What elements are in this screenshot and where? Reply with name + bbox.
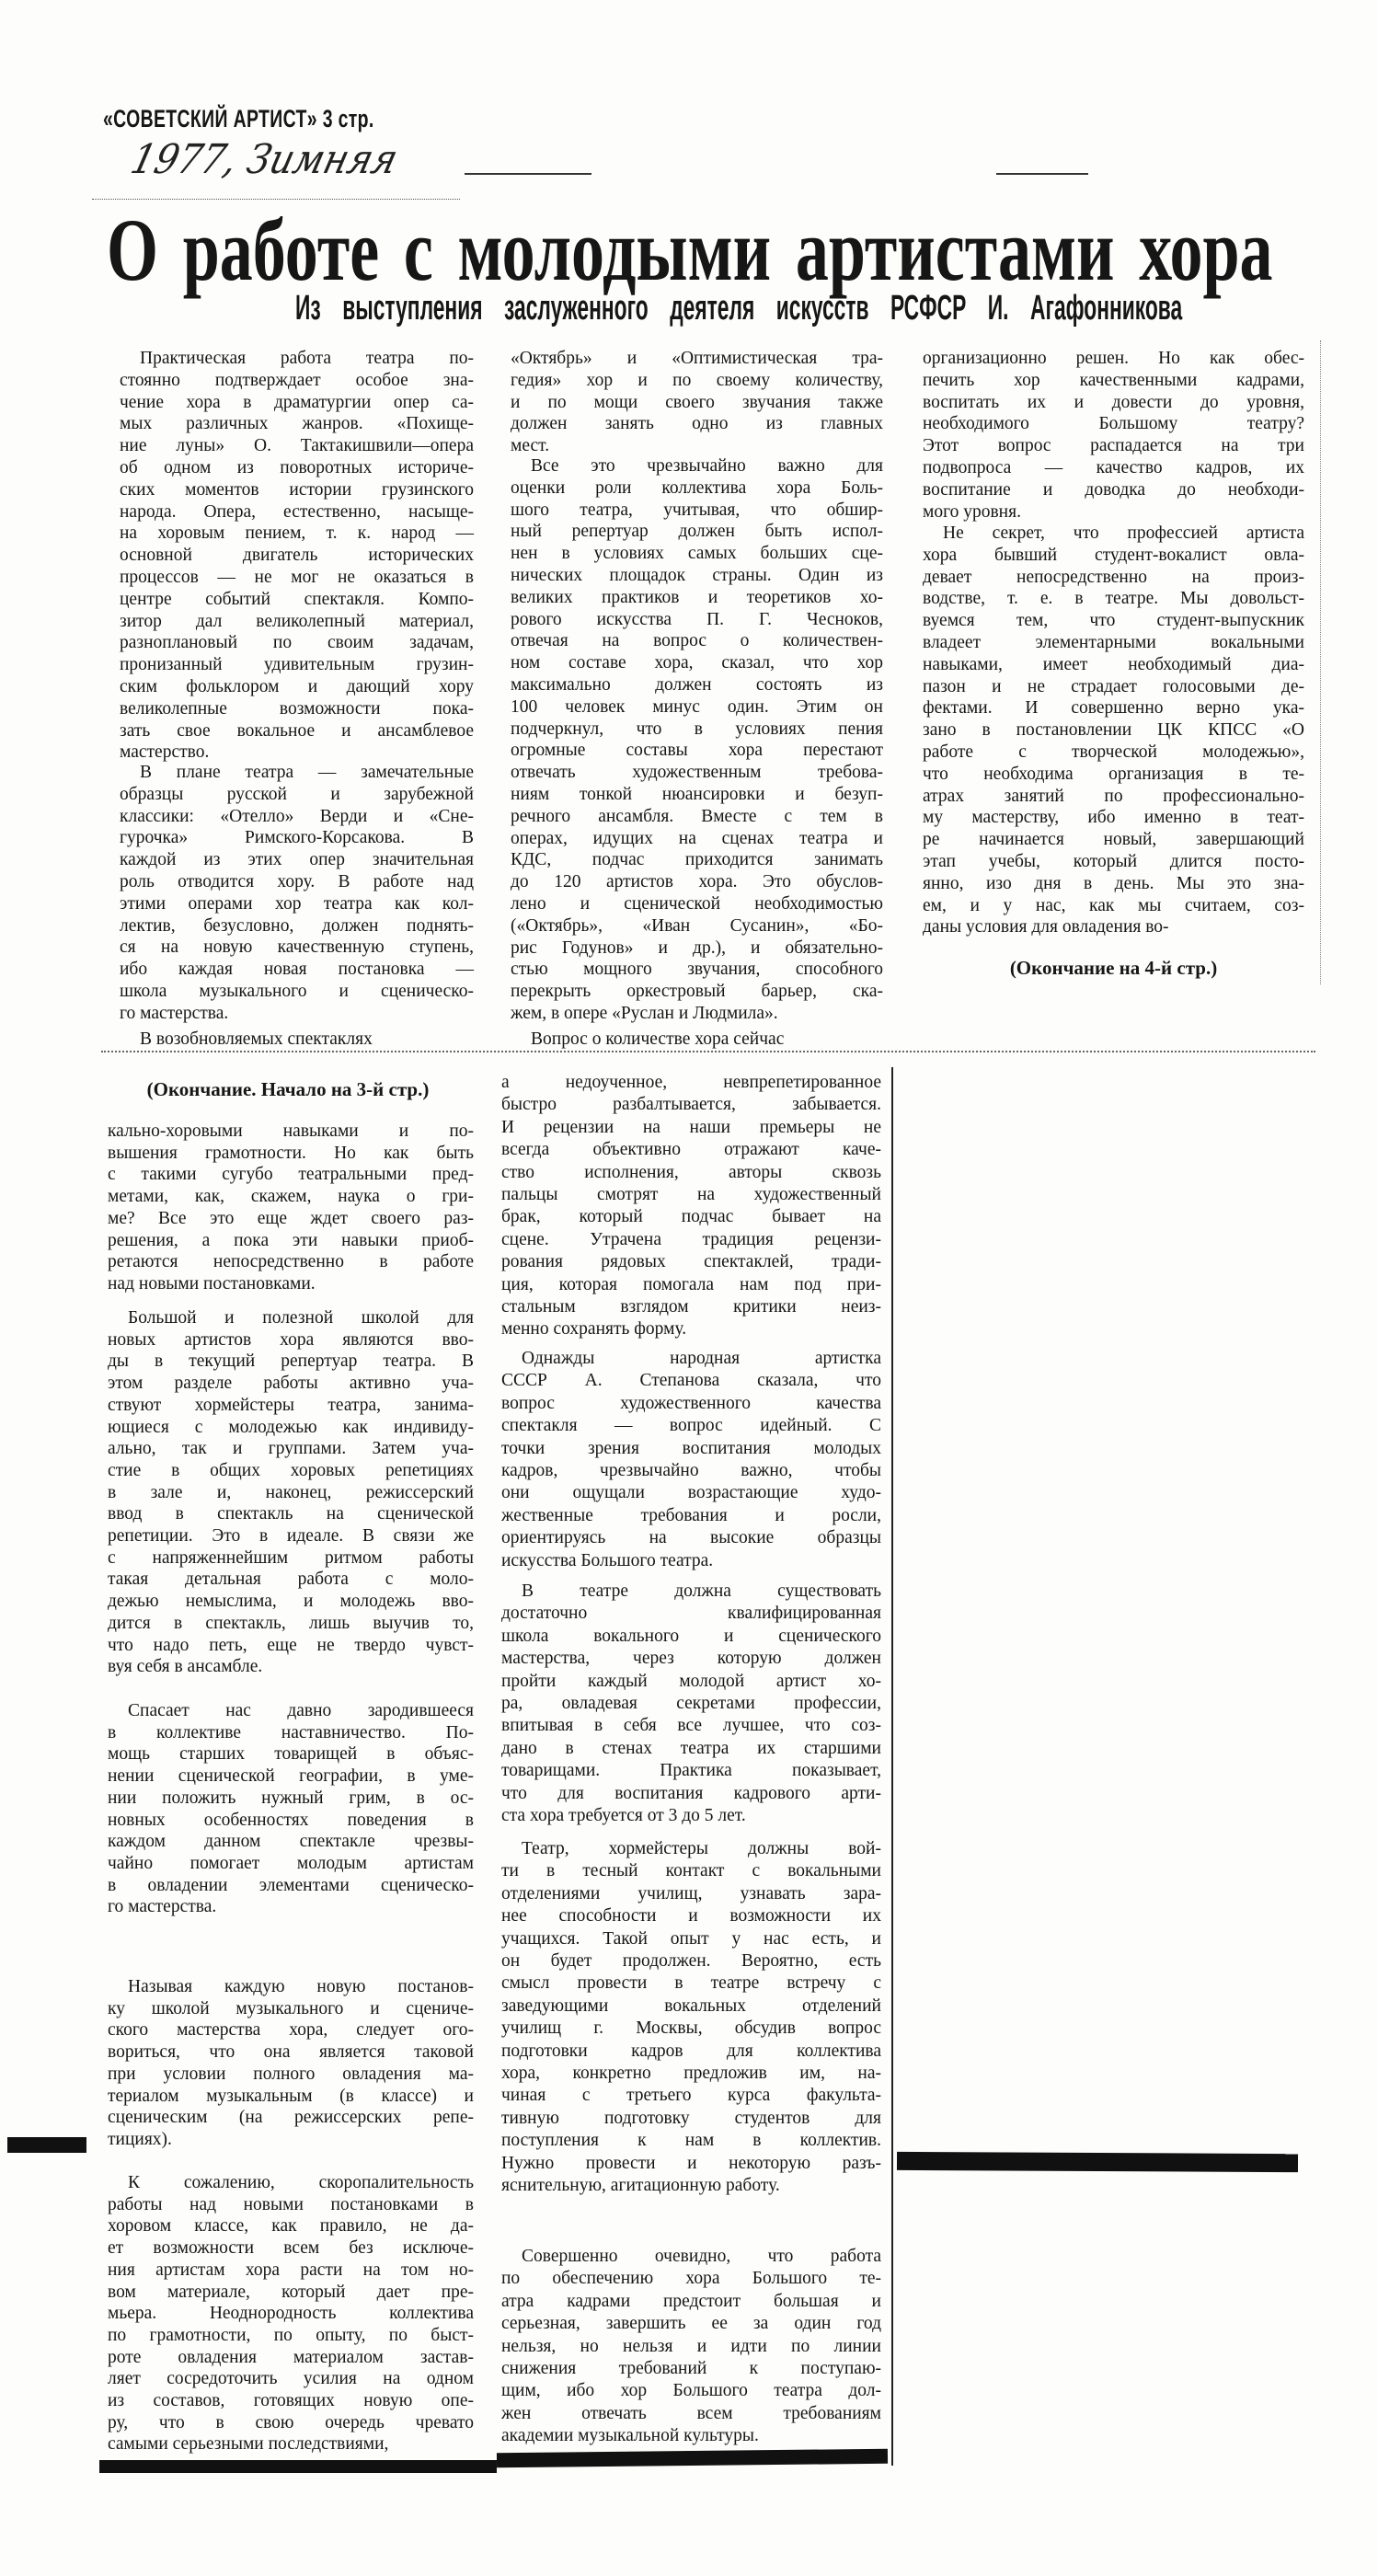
text-line: гедия» хор и по своему количеству, [511, 370, 883, 390]
text-line: ствуют хормейстеры театра, занима- [108, 1395, 474, 1415]
text-line: новных особенностях поведения в [108, 1810, 474, 1830]
text-line: операх, идущих на сценах театра и [511, 828, 883, 848]
text-line: школа вокального и сценического [501, 1626, 881, 1646]
text-line: водстве, т. е. в театре. Мы довольст- [923, 589, 1304, 609]
text-line: ского мастерства хора, следует ого- [108, 2020, 474, 2041]
text-line: ально, так и группами. Затем уча- [108, 1439, 474, 1459]
text-line: академии музыкальной культуры. [501, 2426, 759, 2446]
text-line: решения, а пока эти навыки приоб- [108, 1230, 474, 1250]
text-line: навыками, имеет необходимый диа- [923, 654, 1304, 674]
text-line: впитывая в себя все лучшее, что соз- [501, 1716, 881, 1736]
text-line: брак, который подчас бывает на [501, 1207, 881, 1227]
text-line: должен занять одно из главных [511, 414, 883, 434]
text-line: нен в условиях самых больших сце- [511, 544, 883, 564]
text-line: лектив, безусловно, должен поднять- [120, 915, 474, 936]
newspaper-masthead: «СОВЕТСКИЙ АРТИСТ» 3 стр. [103, 105, 374, 132]
text-line: И рецензии на наши премьеры не [501, 1117, 881, 1137]
text-line: над новыми постановками. [108, 1273, 316, 1294]
text-line: мого уровня. [923, 501, 1021, 522]
text-line: ориентируясь на высокие образцы [501, 1528, 881, 1548]
continuation-header: (Окончание. Начало на 3-й стр.) [146, 1078, 430, 1100]
text-line: мест. [511, 436, 550, 456]
text-line: организационно решен. Но как обес- [923, 349, 1304, 368]
text-line: подготовки кадров для коллектива [501, 2041, 881, 2061]
text-line: необходимого Большому театру? [923, 414, 1304, 434]
text-line: спектакля — вопрос идейный. С [501, 1416, 881, 1436]
text-line: хора бывший студент-вокалист овла- [923, 545, 1304, 565]
text-line: жественные требования и росли, [501, 1505, 881, 1525]
article-paragraph [108, 1700, 474, 1918]
text-line: по грамотности, по опыту, по быст- [108, 2325, 474, 2345]
text-line: Совершенно очевидно, что работа [522, 2247, 881, 2266]
text-line: тициях). [108, 2129, 172, 2149]
text-line: хоровом классе, как правило, не да- [108, 2216, 474, 2237]
text-line: нении сценической географии, в уме- [108, 1766, 474, 1787]
clipping-edge-bar [99, 2460, 497, 2473]
text-line: что для воспитания кадрового арти- [501, 1783, 881, 1803]
text-line: рис Годунов» и др.), и обязательно- [511, 937, 883, 958]
text-line: даны условия для овладения во- [923, 917, 1169, 937]
text-line: что надо петь, еще не твердо чувст- [108, 1635, 474, 1655]
text-line: он будет продолжен. Вероятно, есть [501, 1951, 881, 1972]
text-line: атра кадрами предстоит большая и [501, 2291, 881, 2311]
text-line: серьезная, завершить ее за один год [501, 2314, 881, 2334]
text-line: вом материале, который дает пре- [108, 2282, 474, 2302]
article-paragraph [501, 2246, 881, 2448]
text-line: чайно помогает молодым артистам [108, 1853, 474, 1873]
text-line: пальцы смотрят на художественный [501, 1185, 881, 1205]
header-rule [996, 173, 1088, 175]
text-line: разноплановый по своим задачам, [120, 633, 474, 653]
text-line: яснительную, агитационную работу. [501, 2176, 780, 2196]
text-line: заведующими вокальных отделений [501, 1995, 881, 2016]
text-line: пройти каждый молодой артист хо- [501, 1671, 881, 1691]
text-line: вуя себя в ансамбле. [108, 1657, 263, 1677]
article-paragraph [108, 1121, 474, 1295]
text-line: перекрыть оркестровый барьер, ска- [511, 982, 883, 1002]
continuation-note: (Окончание на 4-й стр.) [1009, 957, 1218, 979]
article-paragraph [511, 1029, 883, 1051]
text-line: ся на новую качественную ступень, [120, 937, 474, 958]
text-line: вышения грамотности. Но как быть [108, 1143, 474, 1163]
column-dotted-rule [1320, 340, 1321, 984]
text-line: чение хора в драматургии опер са- [120, 392, 474, 412]
text-line: печить хор качественными кадрами, [923, 370, 1304, 390]
text-line: В театре должна существовать [522, 1581, 881, 1601]
text-line: пронизанный удивительным грузин- [120, 655, 474, 675]
text-line: рового искусства П. Г. Чесноков, [511, 609, 883, 629]
text-line: щим, ибо хор Большого театра дол- [501, 2381, 881, 2401]
text-line: великих практиков и теоретиков хо- [511, 587, 883, 607]
text-line: дится в спектакль, лишь выучив то, [108, 1613, 474, 1633]
text-line: с такими сугубо театральными пред- [108, 1165, 474, 1185]
text-line: ста хора требуется от 3 до 5 лет. [501, 1806, 746, 1826]
article-paragraph [108, 1307, 474, 1678]
text-line: новых артистов хора являются вво- [108, 1329, 474, 1350]
article-paragraph [923, 348, 1304, 523]
text-line: ибо каждая новая постановка — [120, 960, 474, 980]
text-line: зано в постановлении ЦК КПСС «О [923, 720, 1304, 741]
text-line: ти в тесный контакт с вокальными [501, 1861, 881, 1881]
text-line: центре событий спектакля. Компо- [120, 589, 474, 609]
text-line: ляет сосредоточить усилия на одном [108, 2369, 474, 2389]
text-line: ет возможности всем без исключе- [108, 2238, 474, 2259]
text-line: нических площадок страны. Один из [511, 565, 883, 585]
text-line: этом разделе работы активно уча- [108, 1374, 474, 1394]
text-line: сценическим (на режиссерских репе- [108, 2108, 474, 2128]
header-dotted-rule [92, 199, 460, 200]
text-line: в зале и, наконец, режиссерский [108, 1482, 474, 1502]
text-line: ние луны» О. Тактакишвили—опера [120, 436, 474, 456]
text-line: жем, в опере «Руслан и Людмила». [511, 1003, 778, 1023]
handwritten-date-annotation: 1977, Зимняя [126, 136, 403, 183]
text-line: подчеркнул, что в условиях пения [511, 719, 883, 739]
text-line: ку школой музыкального и сцениче- [108, 1998, 474, 2018]
text-line: ный репертуар должен быть испол- [511, 522, 883, 542]
text-line: подвопроса — качество кадров, их [923, 457, 1304, 477]
text-line: они ощущали возрастающие худо- [501, 1483, 881, 1503]
text-line: речного ансамбля. Вместе с тем в [511, 806, 883, 826]
text-line: ем, и у нас, как мы считаем, соз- [923, 895, 1304, 915]
text-line: Этот вопрос распадается на три [923, 436, 1304, 456]
text-line: а недоученное, невпрепетированное [501, 1073, 881, 1092]
text-line: искусства Большого театра. [501, 1550, 714, 1570]
text-line: воспитание и доводка до необходи- [923, 479, 1304, 500]
article-paragraph [501, 1072, 881, 1341]
column-vertical-rule [891, 1067, 893, 2466]
text-line: зитор дал великолепный материал, [120, 611, 474, 631]
text-line: и по мощи своего звучания также [511, 392, 883, 412]
text-line: этап учебы, который длится посто- [923, 851, 1304, 871]
article-title: О работе с молодыми артистами хора [107, 201, 1273, 299]
text-line: этими операми хор театра как кол- [120, 893, 474, 914]
text-line: мых различных жанров. «Похище- [120, 414, 474, 434]
text-line: отвечая на вопрос о количествен- [511, 631, 883, 651]
text-line: го мастерства. [108, 1897, 217, 1917]
text-line: вуемся тем, что студент-выпускник [923, 611, 1304, 631]
article-paragraph [923, 523, 1304, 938]
text-line: рования рядовых спектаклей, тради- [501, 1252, 881, 1272]
text-line: мощь старших товарищей в объяс- [108, 1744, 474, 1765]
text-line: жен отвечать всем требованиям [501, 2403, 881, 2423]
text-line: смысл провести в театре встречу с [501, 1973, 881, 1994]
text-line: Однажды народная артистка [522, 1349, 881, 1368]
text-line: Практическая работа театра по- [140, 349, 474, 368]
text-line: на хоровым пением, т. к. народ — [120, 523, 474, 544]
clipping-edge-bar [897, 2152, 1298, 2172]
text-line: 100 человек минус один. Этим он [511, 696, 883, 717]
text-line: ским фольклором и дающий хору [120, 676, 474, 696]
text-line: зать свое вокальное и ансамблевое [120, 720, 474, 741]
text-line: классики: «Отелло» Верди и «Сне- [120, 806, 474, 826]
text-line: К сожалению, скоропалительность [128, 2173, 474, 2192]
text-line: хора, конкретно предложив им, на- [501, 2064, 881, 2084]
text-line: что необходима организация в те- [923, 764, 1304, 784]
text-line: нельзя, но нельзя и идти по линии [501, 2336, 881, 2356]
text-line: великолепные возможности пока- [120, 698, 474, 719]
article-paragraph [501, 1581, 881, 1827]
text-line: стальным взглядом критики неиз- [501, 1297, 881, 1317]
text-line: девает непосредственно на произ- [923, 567, 1304, 587]
text-line: янно, изо дня в день. Мы это зна- [923, 873, 1304, 893]
text-line: стие в общих хоровых репетициях [108, 1460, 474, 1480]
text-line: менно сохранять форму. [501, 1319, 687, 1340]
article-paragraph [501, 1838, 881, 2198]
text-line: ввод в спектакль на сценической [108, 1504, 474, 1524]
article-paragraph [501, 1348, 881, 1572]
text-line: мастерство. [120, 742, 210, 763]
text-line: точки зрения воспитания молодых [501, 1438, 881, 1458]
text-line: владеет элементарными вокальными [923, 632, 1304, 652]
text-line: чиная с третьего курса факульта- [501, 2086, 881, 2106]
text-line: го мастерства. [120, 1003, 229, 1023]
text-line: максимально должен состоять из [511, 674, 883, 695]
text-line: работы над новыми постановками в [108, 2194, 474, 2214]
text-line: фектами. И совершенно верно ука- [923, 698, 1304, 719]
text-line: достаточно квалифицированная [501, 1604, 881, 1624]
text-line: гурочка» Римского-Корсакова. В [120, 828, 474, 848]
text-line: шого театра, учитывая, что обшир- [511, 500, 883, 520]
text-line: лено и сценической необходимостью [511, 893, 883, 914]
text-line: КДС, подчас приходится занимать [511, 850, 883, 870]
text-line: Спасает нас давно зародившееся [128, 1701, 474, 1720]
text-line: ских моментов истории грузинского [120, 479, 474, 500]
text-line: Вопрос о количестве хора сейчас [531, 1029, 785, 1049]
text-line: ния артистам хора расти на том но- [108, 2260, 474, 2280]
text-line: ре начинается новый, завершающий [923, 830, 1304, 850]
text-line: репетиции. Это в идеале. В связи же [108, 1526, 474, 1547]
text-line: В возобновляемых спектаклях [140, 1029, 373, 1049]
text-line: атрах занятий по профессионально- [923, 786, 1304, 806]
text-line: «Октябрь» и «Оптимистическая тра- [511, 349, 883, 368]
text-line: по обеспечению хора Большого те- [501, 2269, 881, 2289]
text-line: тивную подготовку студентов для [501, 2108, 881, 2128]
text-line: му мастерству, ибо именно в теат- [923, 808, 1304, 828]
text-line: нии положить нужный грим, в ос- [108, 1788, 474, 1808]
text-line: стоянно подтверждает особое зна- [120, 370, 474, 390]
text-line: отделениями училищ, узнавать зара- [501, 1883, 881, 1903]
text-line: кадров, чрезвычайно важно, чтобы [501, 1461, 881, 1481]
text-line: ретаются непосредственно в работе [108, 1252, 474, 1272]
article-paragraph [108, 2172, 474, 2455]
article-paragraph [108, 1976, 474, 2151]
text-line: Называя каждую новую постанов- [128, 1977, 474, 1996]
article-paragraph [120, 1029, 474, 1051]
text-line: Не секрет, что профессией артиста [943, 523, 1304, 543]
text-line: кально-хоровыми навыками и по- [108, 1121, 474, 1141]
text-line: такая детальная работа с моло- [108, 1570, 474, 1590]
text-line: пазон и не страдает голосовыми де- [923, 676, 1304, 696]
text-line: («Октябрь», «Иван Сусанин», «Бо- [511, 915, 883, 936]
text-line: из составов, готовящих новую опе- [108, 2391, 474, 2411]
clipping-edge-bar [497, 2449, 888, 2467]
text-line: до 120 артистов хора. Это обуслов- [511, 872, 883, 892]
text-line: об одном из поворотных историче- [120, 457, 474, 477]
text-line: основной двигатель исторических [120, 546, 474, 566]
text-line: быстро разбалтывается, забывается. [501, 1095, 881, 1115]
header-rule [465, 173, 591, 175]
text-line: школа музыкального и сценическо- [120, 981, 474, 1001]
text-line: ниям тонкой нюансировки и безуп- [511, 784, 883, 804]
text-line: товарищами. Практика показывает, [501, 1761, 881, 1781]
text-line: стью мощного звучания, способного [511, 960, 883, 980]
text-line: Все это чрезвычайно важно для [531, 456, 883, 476]
clipping-edge-bar [7, 2137, 86, 2153]
text-line: ды в текущий репертуар театра. В [108, 1351, 474, 1372]
text-line: ство исполнения, авторы сквозь [501, 1162, 881, 1182]
text-line: метами, как, скажем, наука о гри- [108, 1187, 474, 1207]
text-line: каждой из этих опер значительная [120, 850, 474, 870]
text-line: вопрос художественного качества [501, 1393, 881, 1413]
text-line: при условии полного овладения ма- [108, 2064, 474, 2084]
text-line: процессов — не мог не оказаться в [120, 567, 474, 587]
section-dotted-rule [101, 1051, 1315, 1052]
text-line: каждом данном спектакле чрезвы- [108, 1832, 474, 1852]
text-line: огромные составы хора перестают [511, 741, 883, 761]
text-line: всегда объективно отражают каче- [501, 1140, 881, 1160]
text-line: ном составе хора, сказал, что хор [511, 653, 883, 673]
text-line: дежью немыслима, и молодежь вво- [108, 1592, 474, 1612]
text-line: образцы русской и зарубежной [120, 784, 474, 804]
text-line: ция, которая помогала нам под при- [501, 1274, 881, 1294]
text-line: роль отводится хору. В работе над [120, 871, 474, 891]
text-line: ру, что в свою очередь чревато [108, 2412, 474, 2432]
text-line: ющиеся с молодежью как индивиду- [108, 1417, 474, 1437]
text-line: с напряженнейшим ритмом работы [108, 1547, 474, 1568]
text-line: учащихся. Такой опыт у нас есть, и [501, 1928, 881, 1949]
text-line: в коллективе наставничество. По- [108, 1722, 474, 1742]
text-line: оценки роли коллектива хора Боль- [511, 477, 883, 498]
text-line: народа. Опера, естественно, насыще- [120, 501, 474, 522]
text-line: роте овладения материалом застав- [108, 2347, 474, 2367]
text-line: Театр, хормейстеры должны вой- [522, 1839, 881, 1858]
text-line: ме? Все это еще ждет своего раз- [108, 1208, 474, 1228]
article-byline: Из выступления заслуженного деятеля искусств РСФСР И. Агафонникова [295, 289, 1183, 328]
text-line: дано в стенах театра их старшими [501, 1738, 881, 1758]
text-line: сцене. Утрачена традиция рецензи- [501, 1229, 881, 1249]
text-line: ра, овладевая секретами профессии, [501, 1694, 881, 1714]
article-paragraph [511, 348, 883, 457]
text-line: вориться, что она является таковой [108, 2042, 474, 2063]
text-line: Нужно провести и некоторую разъ- [501, 2153, 881, 2173]
text-line: поступления к нам в коллектив. [501, 2131, 881, 2151]
text-line: работе с творческой молодежью», [923, 742, 1304, 762]
text-line: териалом музыкальным (в классе) и [108, 2086, 474, 2106]
text-line: самыми серьезными последствиями, [108, 2434, 389, 2455]
text-line: в овладении элементами сценическо- [108, 1875, 474, 1895]
text-line: СССР А. Степанова сказала, что [501, 1371, 881, 1391]
text-line: отвечать художественным требова- [511, 763, 883, 783]
text-line: нее способности и возможности их [501, 1906, 881, 1926]
text-line: В плане театра — замечательные [140, 763, 474, 782]
article-paragraph [120, 348, 474, 764]
text-line: снижения требований к поступаю- [501, 2359, 881, 2379]
text-line: воспитать их и довести до уровня, [923, 392, 1304, 412]
text-line: Большой и полезной школой для [128, 1308, 474, 1328]
text-line: училищ г. Москвы, обсудив вопрос [501, 2018, 881, 2039]
article-paragraph [511, 455, 883, 1025]
text-line: мьера. Неоднородность коллектива [108, 2304, 474, 2324]
article-paragraph [120, 762, 474, 1025]
text-line: мастерства, через которую должен [501, 1649, 881, 1669]
